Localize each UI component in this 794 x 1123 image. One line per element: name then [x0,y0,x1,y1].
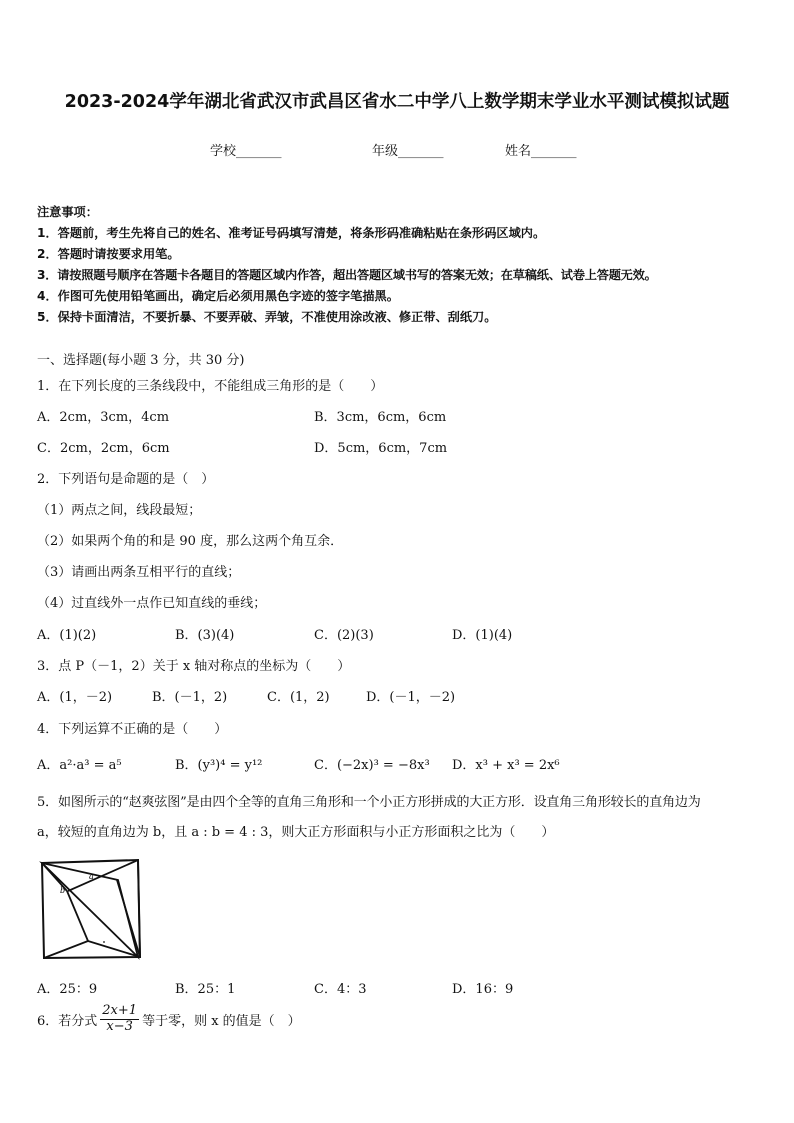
q2-option-b: B．(3)(4) [175,628,235,643]
q4-option-c: C．(−2x)³ = −8x³ [314,758,430,773]
q5-option-b: B．25：1 [175,982,236,997]
q6-fraction-numerator: 2x+1 [102,1003,138,1018]
zhao-shuang-chord-figure [38,857,144,963]
question-3-stem: 3．点 P（－1，2）关于 x 轴对称点的坐标为（ ） [37,659,351,674]
field-label: 学校 [210,144,237,159]
q4-option-a: A．a²·a³ = a⁵ [37,758,122,773]
notice-item: 4．作图可先使用铅笔画出，确定后必须用黑色字迹的签字笔描黑。 [37,289,399,303]
q2-statement: （4）过直线外一点作已知直线的垂线； [37,596,267,611]
question-6-stem [37,1004,301,1035]
question-1-stem: 1．在下列长度的三条线段中，不能组成三角形的是（ ） [37,379,384,394]
field-name [505,140,577,159]
figure-label-b: b [60,886,66,895]
question-4-stem: 4．下列运算不正确的是（ ） [37,722,228,737]
field-blank: _______ [398,144,444,159]
q4-option-d: D．x³ + x³ = 2x⁶ [452,758,560,773]
q3-option-c: C．(1，2) [267,690,330,705]
q1-option-a: A．2cm，3cm，4cm [37,410,170,425]
notice-item: 1．答题前，考生先将自己的姓名、准考证号码填写清楚，将条形码准确粘贴在条形码区域内。 [37,226,546,240]
figure-label-a: a [89,872,94,881]
field-blank: _______ [531,144,577,159]
q2-statement: （1）两点之间，线段最短； [37,503,202,518]
field-blank: _______ [236,144,282,159]
field-label: 年级 [372,144,399,159]
q3-option-a: A．(1，－2) [37,690,113,705]
question-5-stem-line1: 5．如图所示的“赵爽弦图”是由四个全等的直角三角形和一个小正方形拼成的大正方形．设直角三角形较长的直角边为 [37,795,701,810]
q6-fraction-denominator: x−3 [106,1018,133,1034]
q1-option-b: B．3cm，6cm，6cm [314,410,447,425]
q2-option-a: A．(1)(2) [37,628,97,643]
q2-statement: （3）请画出两条互相平行的直线； [37,565,241,580]
q6-fraction [100,1004,139,1035]
q2-option-c: C．(2)(3) [314,628,374,643]
field-school [210,140,282,159]
q1-option-c: C．2cm，2cm，6cm [37,441,170,456]
q2-statement: （2）如果两个角的和是 90 度，那么这两个角互余． [37,534,344,549]
notice-item: 2．答题时请按要求用笔。 [37,247,180,261]
notice-item: 5．保持卡面清洁，不要折暴、不要弄破、弄皱，不准使用涂改液、修正带、刮纸刀。 [37,310,497,324]
q6-suffix: 等于零，则 x 的值是（ ） [142,1013,301,1029]
notice-item: 3．请按照题号顺序在答题卡各题目的答题区域内作答，超出答题区域书写的答案无效；在草稿纸、试卷上答题无效。 [37,268,657,282]
q6-prefix: 6．若分式 [37,1013,98,1029]
question-5-stem-line2: a，较短的直角边为 b，且 a : b = 4 : 3，则大正方形面积与小正方形面积之比为（ ） [37,825,555,840]
q3-option-b: B．(－1，2) [152,690,228,705]
section-heading: 一、选择题(每小题 3 分，共 30 分) [37,353,245,368]
q3-option-d: D．(－1，－2) [366,690,456,705]
q4-option-b: B．(y³)⁴ = y¹² [175,758,263,773]
notice-heading: 注意事项： [37,205,98,219]
field-label: 姓名 [505,144,532,159]
q5-option-a: A．25：9 [37,982,98,997]
q5-option-d: D．16：9 [452,982,514,997]
field-grade [372,140,444,159]
q1-option-d: D．5cm，6cm，7cm [314,441,448,456]
page-title: 2023-2024学年湖北省武汉市武昌区省水二中学八上数学期末学业水平测试模拟试题 [64,92,730,112]
q5-option-c: C．4：3 [314,982,367,997]
question-2-stem: 2．下列语句是命题的是（ ） [37,472,215,487]
q2-option-d: D．(1)(4) [452,628,513,643]
